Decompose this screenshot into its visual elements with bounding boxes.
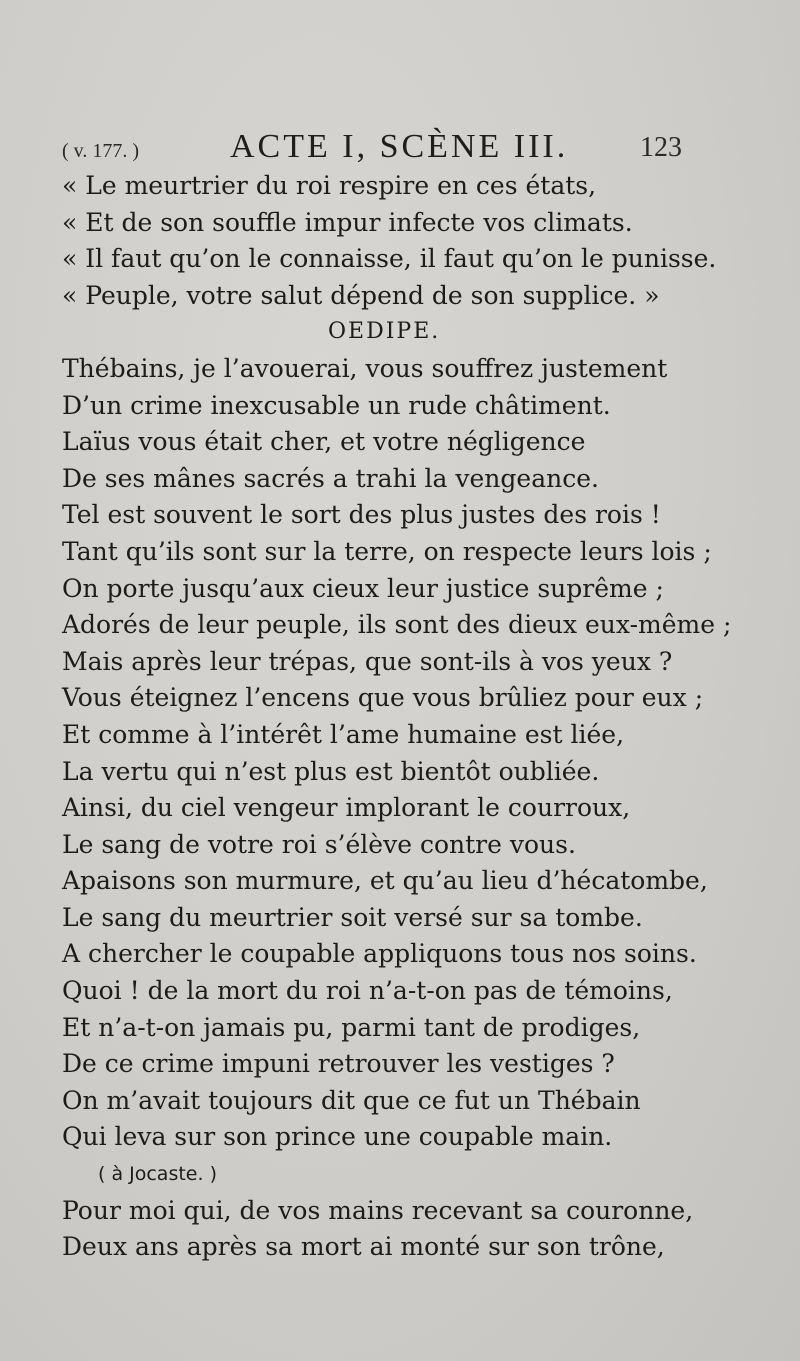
verse-line: Deux ans après sa mort ai monté sur son trône, <box>62 1232 665 1262</box>
verse-reference: ( v. 177. ) <box>62 140 140 162</box>
verse-line: Le sang de votre roi s’élève contre vous. <box>62 829 576 859</box>
verse-line: Mais après leur trépas, que sont-ils à vos yeux ? <box>62 646 673 676</box>
verse-line: On porte jusqu’aux cieux leur justice suprême ; <box>62 573 664 603</box>
verse-line: Qui leva sur son prince une coupable main. <box>62 1122 613 1152</box>
stage-direction: ( à Jocaste. ) <box>98 1163 217 1186</box>
verse-line: Quoi ! de la mort du roi n’a-t-on pas de témoins, <box>62 976 673 1006</box>
verse-line: On m’avait toujours dit que ce fut un Thébain <box>62 1085 641 1115</box>
verse-line: Adorés de leur peuple, ils sont des dieux eux-même ; <box>62 610 732 640</box>
verse-line: De ce crime impuni retrouver les vestiges ? <box>62 1049 615 1079</box>
verse-line: Vous éteignez l’encens que vous brûliez pour eux ; <box>62 683 704 713</box>
verse-line: Laïus vous était cher, et votre négligence <box>62 427 586 457</box>
verse-line: Et comme à l’intérêt l’ame humaine est liée, <box>62 719 625 749</box>
page-header <box>62 128 682 172</box>
speaker-name: OEDIPE. <box>328 319 441 345</box>
verse-line: Pour moi qui, de vos mains recevant sa couronne, <box>62 1195 694 1225</box>
verse-line: La vertu qui n’est plus est bientôt oubliée. <box>62 756 600 786</box>
verse-line: « Et de son souffle impur infecte vos climats. <box>62 207 633 237</box>
verse-line: D’un crime inexcusable un rude châtiment. <box>62 390 611 420</box>
verse-line: Et n’a-t-on jamais pu, parmi tant de prodiges, <box>62 1012 641 1042</box>
verse-line: Tel est souvent le sort des plus justes des rois ! <box>62 500 661 530</box>
verse-line: « Il faut qu’on le connaisse, il faut qu’on le punisse. <box>62 244 717 274</box>
verse-line: A chercher le coupable appliquons tous nos soins. <box>62 939 697 969</box>
running-title: ACTE I, SCÈNE III. <box>230 128 569 165</box>
verse-line: « Peuple, votre salut dépend de son supplice. » <box>62 280 660 310</box>
verse-line: Thébains, je l’avouerai, vous souffrez justement <box>62 353 668 383</box>
verse-line: Tant qu’ils sont sur la terre, on respecte leurs lois ; <box>62 536 712 566</box>
verse-line: « Le meurtrier du roi respire en ces états, <box>62 171 597 200</box>
verse-text-block <box>62 168 762 1266</box>
verse-line: Le sang du meurtrier soit versé sur sa tombe. <box>62 902 643 932</box>
verse-line: Ainsi, du ciel vengeur implorant le courroux, <box>62 793 631 823</box>
verse-line: Apaisons son murmure, et qu’au lieu d’hécatombe, <box>62 866 708 896</box>
verse-line: De ses mânes sacrés a trahi la vengeance. <box>62 463 599 493</box>
page-number: 123 <box>640 132 682 163</box>
